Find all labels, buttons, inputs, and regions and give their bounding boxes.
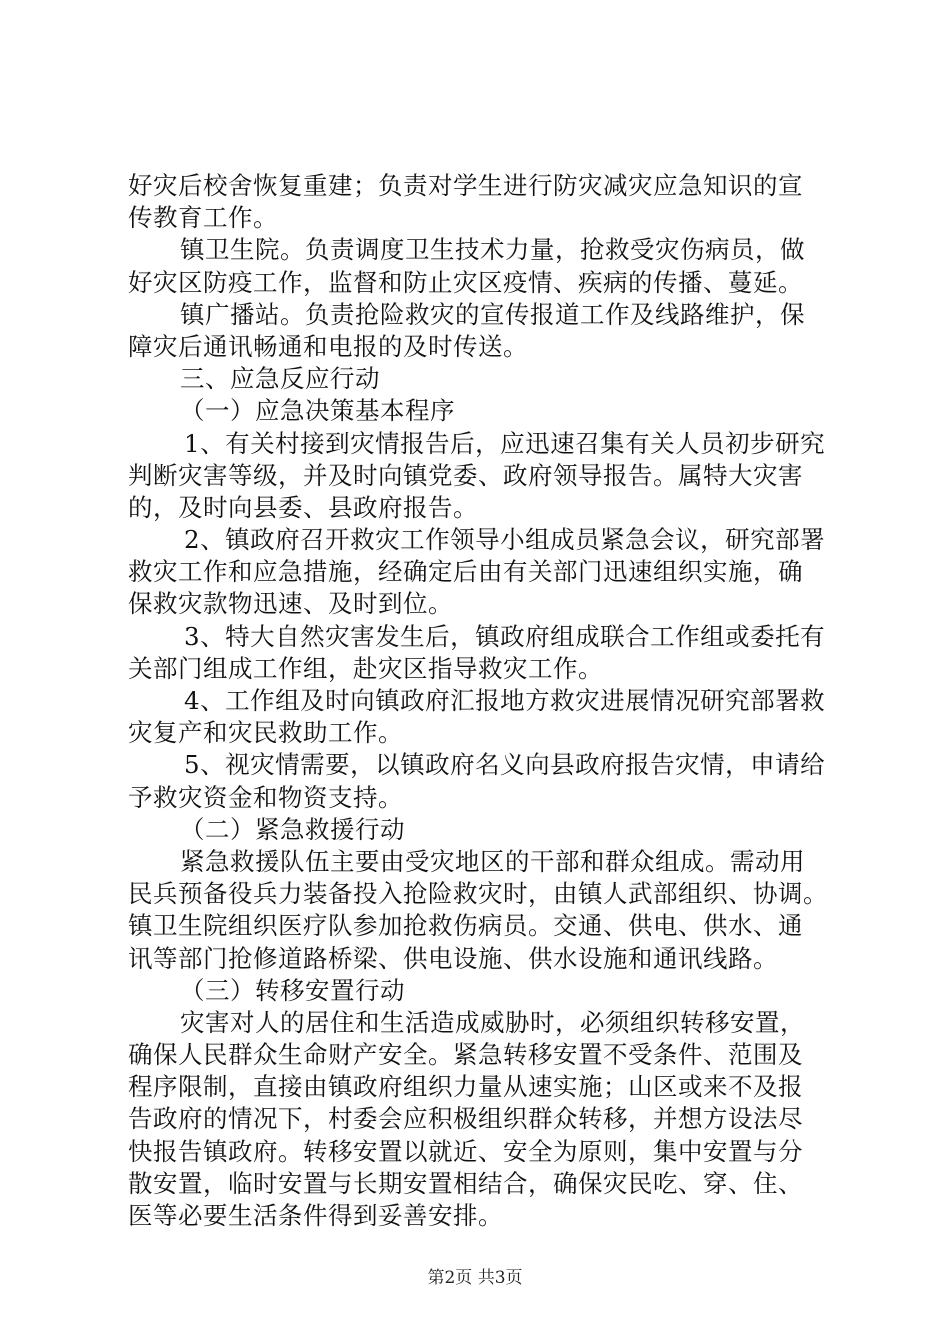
section-heading: 三、应急反应行动 — [180, 364, 380, 394]
subsection-heading: （一）应急决策基本程序 — [180, 396, 455, 426]
text-line: 确保人民群众生命财产安全。紧急转移安置不受条件、范围及 — [128, 1040, 803, 1070]
page-number-footer: 第2页 共3页 — [427, 1268, 523, 1288]
list-item: 5、视灾情需要，以镇政府名义向县政府报告灾情，申请给 — [184, 750, 826, 780]
text-line: 镇卫生院组织医疗队参加抢救伤病员。交通、供电、供水、通 — [128, 911, 803, 941]
text-line: 讯等部门抢修道路桥梁、供电设施、供水设施和通讯线路。 — [128, 943, 778, 973]
text-line: 的，及时向县委、县政府报告。 — [128, 492, 478, 522]
text-line: 保救灾款物迅速、及时到位。 — [128, 589, 453, 619]
subsection-heading: （二）紧急救援行动 — [180, 814, 405, 844]
document-body — [128, 170, 828, 1232]
text-line: 传教育工作。 — [128, 203, 278, 233]
text-line: 告政府的情况下，村委会应积极组织群众转移，并想方设法尽 — [128, 1104, 803, 1134]
text-line: 灾复产和灾民救助工作。 — [128, 718, 403, 748]
list-item: 1、有关村接到灾情报告后，应迅速召集有关人员初步研究 — [184, 428, 826, 458]
list-item: 4、工作组及时向镇政府汇报地方救灾进展情况研究部署救 — [184, 686, 826, 715]
text-line: 救灾工作和应急措施，经确定后由有关部门迅速组织实施，确 — [128, 557, 803, 587]
text-line: 民兵预备役兵力装备投入抢险救灾时，由镇人武部组织、协调。 — [128, 879, 828, 909]
subsection-heading: （三）转移安置行动 — [180, 975, 405, 1005]
text-line: 关部门组成工作组，赴灾区指导救灾工作。 — [128, 653, 603, 683]
paragraph-heading-health-center: 镇卫生院。负责调度卫生技术力量，抢救受灾伤病员，做 — [180, 235, 805, 265]
text-line: 障灾后通讯畅通和电报的及时传送。 — [128, 331, 528, 361]
text-line: 予救灾资金和物资支持。 — [128, 782, 403, 812]
text-line: 程序限制，直接由镇政府组织力量从速实施；山区或来不及报 — [128, 1072, 803, 1102]
list-item: 3、特大自然灾害发生后，镇政府组成联合工作组或委托有 — [184, 621, 826, 651]
paragraph-start: 紧急救援队伍主要由受灾地区的干部和群众组成。需动用 — [180, 846, 805, 876]
list-item: 2、镇政府召开救灾工作领导小组成员紧急会议，研究部署 — [184, 525, 826, 555]
paragraph-start: 灾害对人的居住和生活造成威胁时，必须组织转移安置， — [180, 1007, 805, 1037]
text-line: 判断灾害等级，并及时向镇党委、政府领导报告。属特大灾害 — [128, 460, 803, 490]
text-line: 医等必要生活条件得到妥善安排。 — [128, 1201, 503, 1230]
paragraph-heading-broadcast-station: 镇广播站。负责抢险救灾的宣传报道工作及线路维护，保 — [180, 299, 805, 329]
text-line: 快报告镇政府。转移安置以就近、安全为原则，集中安置与分 — [128, 1136, 803, 1166]
text-line: 好灾区防疫工作，监督和防止灾区疫情、疾病的传播、蔓延。 — [128, 267, 803, 297]
text-line: 散安置，临时安置与长期安置相结合，确保灾民吃、穿、住、 — [128, 1168, 803, 1198]
text-line: 好灾后校舍恢复重建；负责对学生进行防灾减灾应急知识的宣 — [128, 171, 803, 200]
